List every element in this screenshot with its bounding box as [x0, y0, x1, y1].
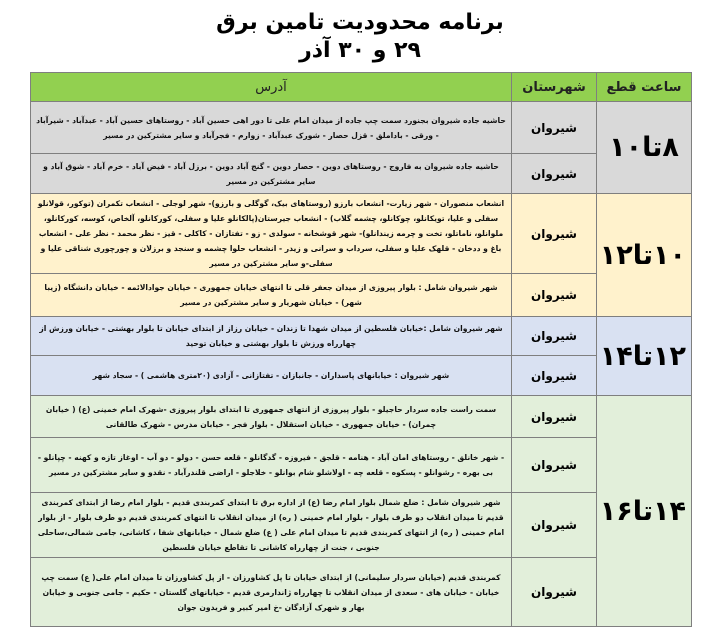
table-row — [31, 493, 692, 558]
address-cell: کمربندی قدیم (خیابان سردار سلیمانی) از ابتدای خیابان تا پل کشاورزان - از پل کشاورزان تا میدان امام علی( ع) سمت چپ خیابان - خیابان های - سعدی از میدان انقلاب تا چهارراه ژاندارمری قدیم - خیابانهای گلستان - حکیم - جامی جنوبی و خیابان بهار و شهرک آزادگان -خ امیر کبیر و فریدون جوان — [31, 558, 512, 627]
table-header-row — [31, 73, 692, 102]
outage-time-cell: ۱۴تا۱۶ — [597, 396, 692, 627]
address-cell: حاشیه جاده شیروان به فاروج - روستاهای دوین - حصار دوین - گنج آباد دوین - برزل آباد - فیض آباد - خرم آباد - شوق آباد و سایر مشترکین در مسیر — [31, 154, 512, 194]
city-cell: شیروان — [512, 438, 597, 493]
header-time: ساعت قطع — [597, 73, 692, 102]
table-row — [31, 194, 692, 274]
city-cell: شیروان — [512, 317, 597, 356]
city-cell: شیروان — [512, 356, 597, 396]
page-title: برنامه محدودیت تامین برق — [216, 10, 504, 35]
address-cell: شهر شیروان شامل : ضلع شمال بلوار امام رضا (ع) از اداره برق تا ابتدای کمربندی قدیم - بلوار امام رضا از ابتدای کمربندی قدیم تا میدان انقلاب دو طرف بلوار - بلوار امام خمینی ( ره) از میدان انقلاب تا انتهای کمربندی قدیم دو طرف بلوار - از بلوار امام خمینی ( ره) از انتهای کمربندی قدیم تا میدان امام علی ( ع) ضلع شمال - خیابانهای شفا ، کاشانی، جامی شمالی،ساحلی جنوبی ، جنت از چهارراه کاشانی تا تقاطع خیابان فلسطین — [31, 493, 512, 558]
table-row — [31, 438, 692, 493]
address-cell: شهر شیروان شامل : بلوار پیروزی از میدان جعفر قلی تا انتهای خیابان جمهوری - خیابان جوادالائمه - خیابان دانشگاه (زیبا شهر) - خیابان شهریار و سایر مشترکین در مسیر — [31, 274, 512, 317]
header-city: شهرستان — [512, 73, 597, 102]
table-row — [31, 558, 692, 627]
header-address: آدرس — [31, 73, 512, 102]
outage-time-cell: ۱۲تا۱۴ — [597, 317, 692, 396]
city-cell: شیروان — [512, 396, 597, 438]
outage-time-cell: ۱۰تا۱۲ — [597, 194, 692, 317]
address-cell: سمت راست جاده سردار حاجیلو - بلوار پیروزی از انتهای جمهوری تا ابتدای بلوار پیروزی -شهرک امام خمینی (ع) ( خیابان چمران) - خیابان جمهوری - خیابان استقلال - بلوار فجر - خیابان مدرس - شهرک طالقانی — [31, 396, 512, 438]
address-cell: حاشیه جاده شیروان بجنورد سمت چپ جاده از میدان امام علی تا دور اهی حسین آباد - روستاهای حسین آباد - عبدآباد - شیرآباد - ورقی - باداملق - قزل حصار - شورک عبدآباد - زوارم - فجرآباد و سایر مشترکین در مسیر — [31, 102, 512, 154]
address-cell: شهر شیروان : خیابانهای پاسداران - جانبازان - تفتازانی - آزادی (۲۰متری هاشمی ) - سجاد شهر — [31, 356, 512, 396]
city-cell: شیروان — [512, 102, 597, 154]
table-row — [31, 356, 692, 396]
city-cell: شیروان — [512, 154, 597, 194]
table-row — [31, 274, 692, 317]
city-cell: شیروان — [512, 493, 597, 558]
table-row — [31, 317, 692, 356]
city-cell: شیروان — [512, 274, 597, 317]
page-subtitle-date: ۲۹ و ۳۰ آذر — [299, 38, 421, 63]
table-row — [31, 154, 692, 194]
table-row — [31, 102, 692, 154]
outage-time-cell: ۸تا۱۰ — [597, 102, 692, 194]
outage-schedule-table — [30, 72, 692, 627]
city-cell: شیروان — [512, 194, 597, 274]
city-cell: شیروان — [512, 558, 597, 627]
table-row — [31, 396, 692, 438]
address-cell: شهر شیروان شامل :خیابان فلسطین از میدان شهدا تا زندان - خیابان رزاز از ابتدای خیابان تا بلوار بهشتی - خیابان ورزش از چهارراه ورزش تا بلوار بهشتی و خیابان توحید — [31, 317, 512, 356]
address-cell: انشعاب منصوران - شهر زیارت- انشعاب بارزو (روستاهای بیک، گوگلی و بارزو)- شهر لوجلی - انشعاب تکمران (توکور، قولانلو سفلی و علیا، تویکانلو، چوکانلو، چشمه گلاب) - انشعاب جیرستان(پالکانلو علیا و سفلی، کورکانلو، آلخاص، کوسه، کورکانلو، ملوانلو، ناماتلو، تخت و چرمه زیندانلو)- شهر قوشخانه - سولدی - زو - تفتازان - کاکلی - قیز - نظر محمد - نظر علی - انشعاب باغ و ددخان - قلهک علیا و سفلی، سرداب و سرانی و زیدر - انشعاب حلوا چشمه و سنجد و برزلان و چورچوری شناقی علیا و سفلی-و سایر مشترکین در مسیر — [31, 194, 512, 274]
address-cell: - شهر خانلق - روستاهای امان آباد - هنامه - قلجق - فیروزه - گدگانلو - قلعه حسن - دولو - دو آب - اوغاز تازه و کهنه - چپانلو - بی بهره - رشوانلو - پسکوه - قلعه چه - اولاشلو شام بوانلو - خلاجلو - اراضی قلندرآباد - نقدو و سایر مشترکین در مسیر — [31, 438, 512, 493]
